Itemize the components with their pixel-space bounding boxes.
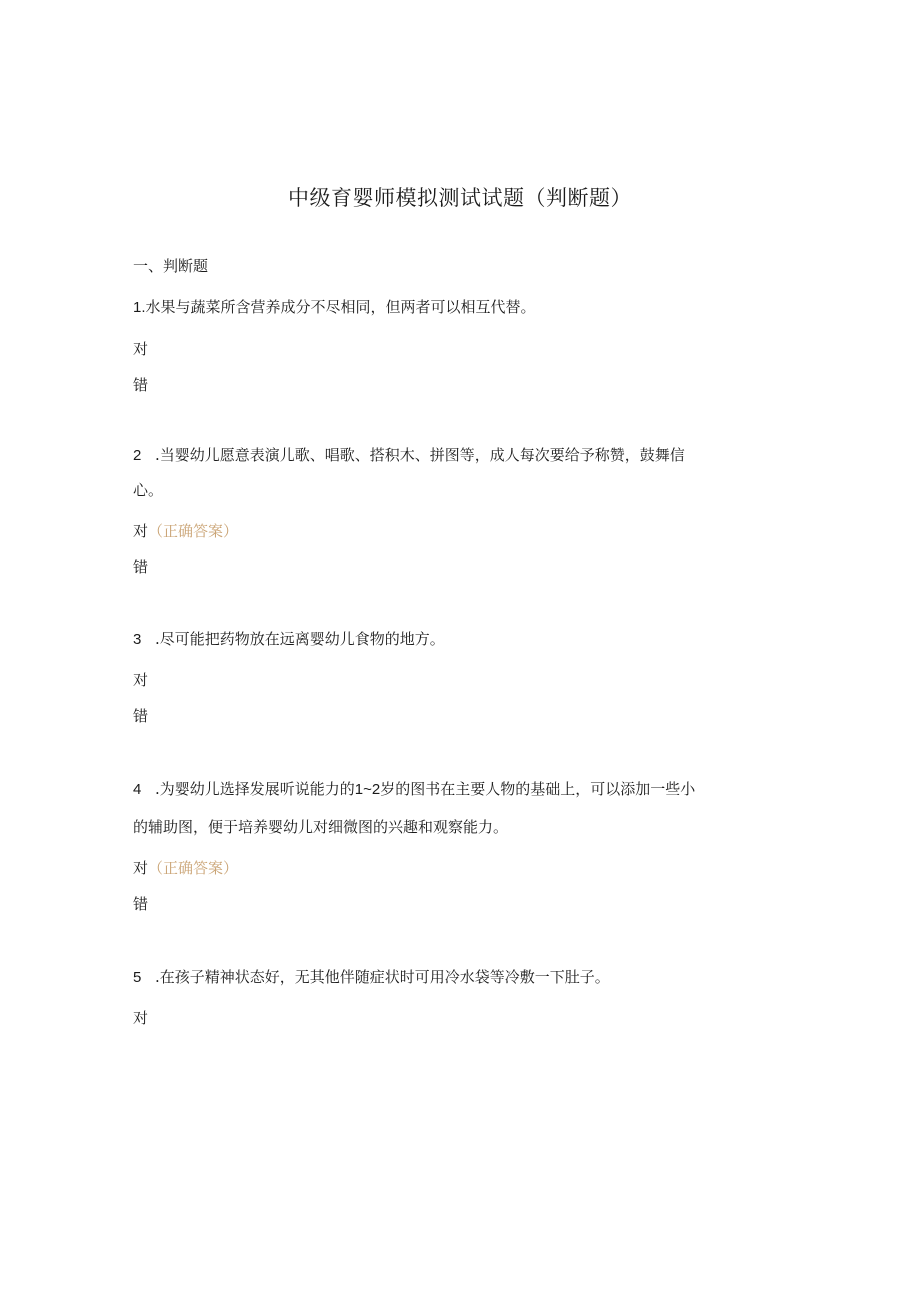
option-true[interactable]: 对 [133,340,149,358]
question-2 [133,445,685,466]
option-true[interactable]: 对 [133,671,149,689]
option-false[interactable]: 错 [133,895,149,913]
question-text: 水果与蔬菜所含营养成分不尽相同，但两者可以相互代替。 [145,298,536,316]
option-label: 对 [133,859,149,877]
option-label: 对 [133,522,149,540]
question-1 [133,297,536,318]
question-4-continued: 的辅助图，便于培养婴幼儿对细微图的兴趣和观察能力。 [133,818,509,836]
question-5 [133,967,610,988]
question-text: .为婴幼儿选择发展听说能力的 [155,780,355,798]
option-true[interactable]: 对 [133,1009,149,1027]
question-text: .当婴幼儿愿意表演儿歌、唱歌、搭积木、拼图等，成人每次要给予称赞，鼓舞信 [155,446,685,464]
option-false[interactable]: 错 [133,376,149,394]
question-number: 4 [133,781,142,798]
section-heading: 一、判断题 [133,257,209,275]
page-title: 中级育婴师模拟测试试题（判断题） [288,186,632,210]
option-false[interactable]: 错 [133,558,149,576]
correct-answer-mark: （正确答案） [148,859,239,877]
question-4 [133,779,695,800]
question-number: 3 [133,631,142,648]
option-true[interactable] [133,521,238,541]
question-number: 5 [133,969,142,986]
question-text: .在孩子精神状态好，无其他伴随症状时可用冷水袋等冷敷一下肚子。 [155,968,610,986]
age-range: 1~2 [354,781,381,798]
question-text: .尽可能把药物放在远离婴幼儿食物的地方。 [155,630,445,648]
question-2-continued: 心。 [133,481,164,499]
option-false[interactable]: 错 [133,707,149,725]
question-text: 岁的图书在主要人物的基础上，可以添加一些小 [380,780,696,798]
correct-answer-mark: （正确答案） [148,522,239,540]
question-3 [133,629,445,650]
option-true[interactable] [133,858,238,878]
question-number: 2 [133,447,142,464]
question-number: 1. [133,299,146,316]
